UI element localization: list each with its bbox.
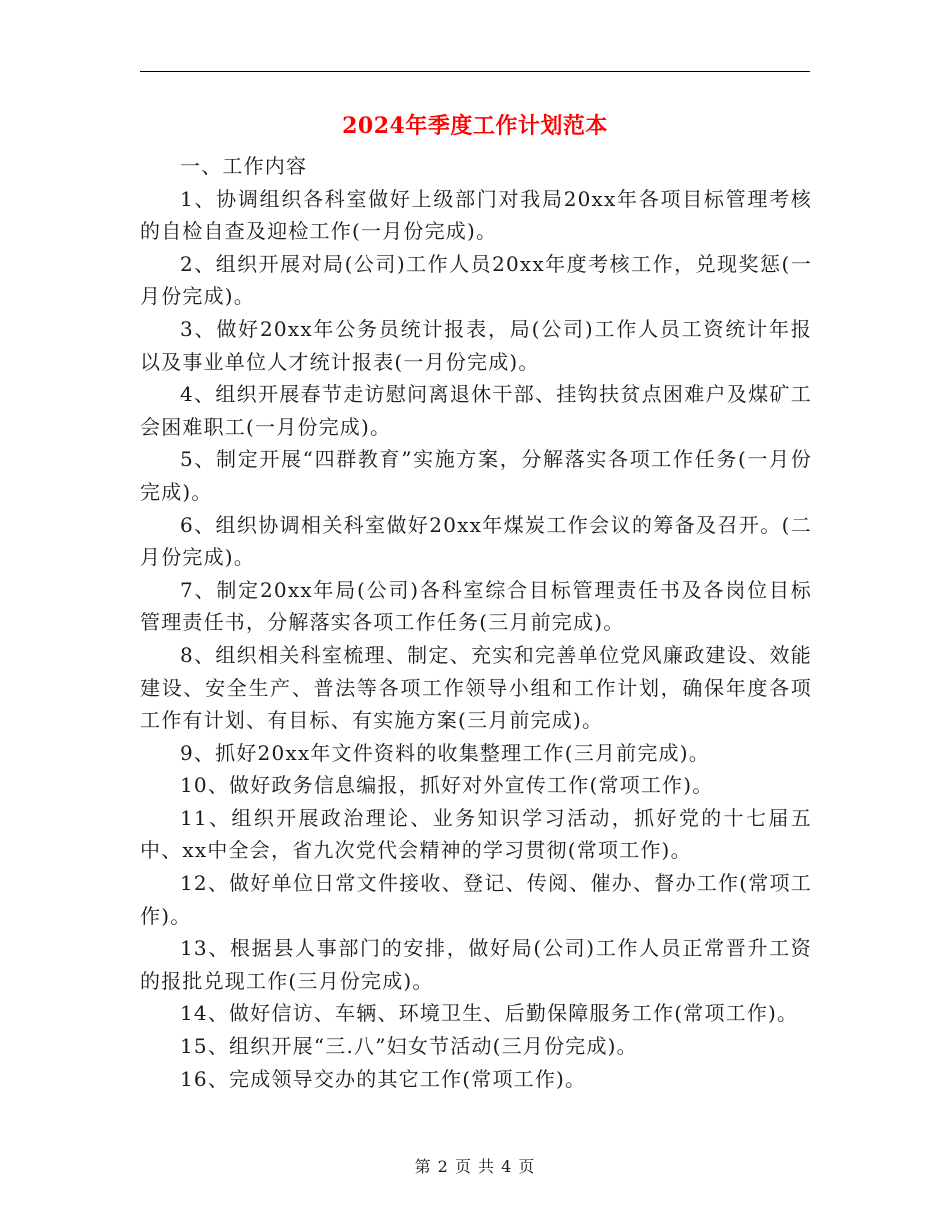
document-title: 2024年季度工作计划范本: [342, 113, 608, 139]
list-item: 3、做好20xx年公务员统计报表，局(公司)工作人员工资统计年报以及事业单位人才统计报表(一月份完成)。: [140, 316, 812, 374]
section-heading: 一、工作内容: [180, 154, 308, 178]
page-number-label: 第 2 页 共 4 页: [414, 1157, 536, 1176]
list-item: 10、做好政务信息编报，抓好对外宣传工作(常项工作)。: [180, 773, 714, 798]
list-item: 4、组织开展春节走访慰问离退休干部、挂钩扶贫点困难户及煤矿工会困难职工(一月份完成)。: [140, 382, 812, 439]
page-footer: [0, 1154, 950, 1177]
list-item: 16、完成领导交办的其它工作(常项工作)。: [180, 1066, 587, 1091]
list-item: 15、组织开展“三.八”妇女节活动(三月份完成)。: [180, 1034, 638, 1059]
list-item: 12、做好单位日常文件接收、登记、传阅、催办、督办工作(常项工作)。: [140, 871, 812, 928]
header-rule: [140, 71, 810, 72]
list-item: 14、做好信访、车辆、环境卫生、后勤保障服务工作(常项工作)。: [180, 1001, 799, 1026]
list-item: 11、组织开展政治理论、业务知识学习活动，抓好党的十七届五中、xx中全会，省九次党代会精神的学习贯彻(常项工作)。: [140, 805, 812, 863]
list-item: 5、制定开展“四群教育”实施方案，分解落实各项工作任务(一月份完成)。: [140, 447, 812, 504]
list-item: 8、组织相关科室梳理、制定、充实和完善单位党风廉政建设、效能建设、安全生产、普法等各项工作领导小组和工作计划，确保年度各项工作有计划、有目标、有实施方案(三月前完成)。: [140, 642, 812, 733]
list-item: 7、制定20xx年局(公司)各科室综合目标管理责任书及各岗位目标管理责任书，分解落实各项工作任务(三月前完成)。: [140, 577, 812, 635]
document-body: [140, 150, 812, 1095]
list-item: 9、抓好20xx年文件资料的收集整理工作(三月前完成)。: [180, 740, 710, 765]
list-item: 1、协调组织各科室做好上级部门对我局20xx年各项目标管理考核的自检自查及迎检工作(一月份完成)。: [140, 186, 812, 244]
list-item: 2、组织开展对局(公司)工作人员20xx年度考核工作，兑现奖惩(一月份完成)。: [140, 251, 812, 309]
list-item: 13、根据县人事部门的安排，做好局(公司)工作人员正常晋升工资的报批兑现工作(三月份完成)。: [140, 936, 812, 993]
list-item: 6、组织协调相关科室做好20xx年煤炭工作会议的筹备及召开。(二月份完成)。: [140, 512, 812, 570]
